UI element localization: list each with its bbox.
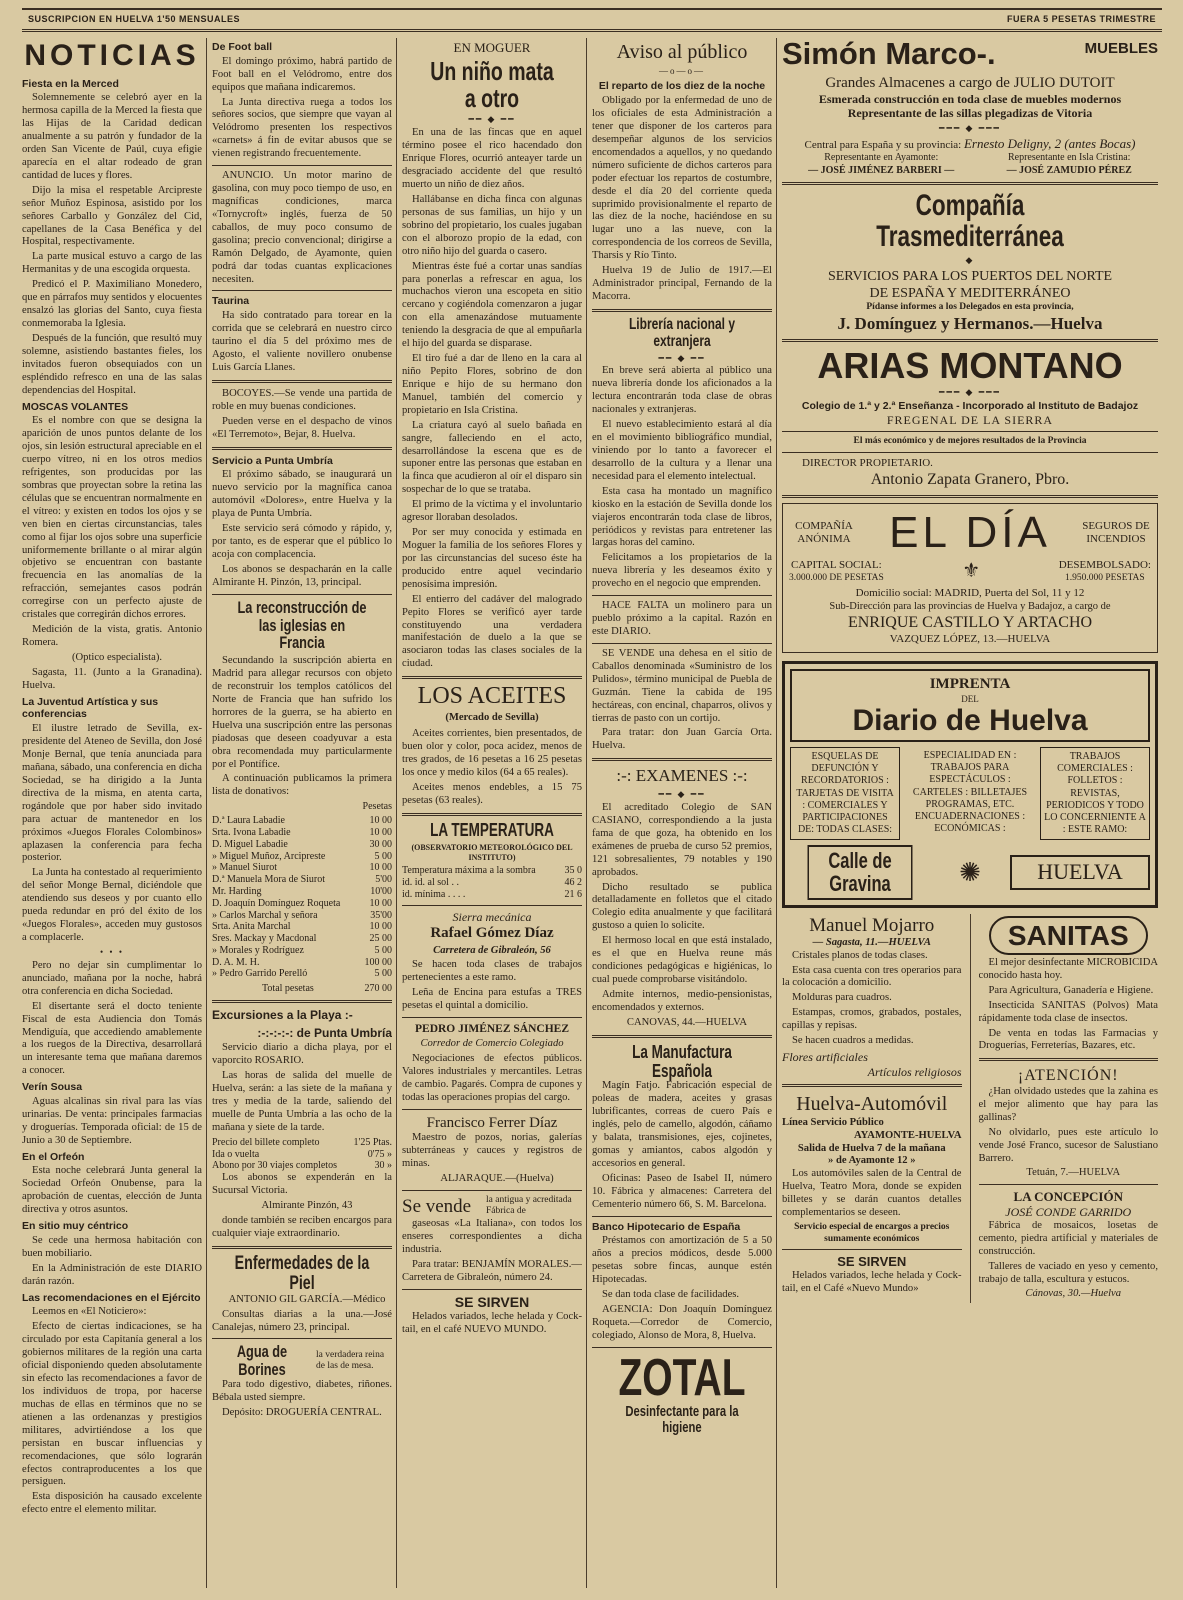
paragraph: Domicilio social: MADRID, Puerta del Sol, 11 y 12 (855, 587, 1085, 600)
headline: Simón Marco-. (782, 38, 996, 71)
divider (782, 1249, 962, 1250)
paragraph: Insecticida SANITAS (Polvos) Mata rápidamente toda clase de insectos. (978, 999, 1158, 1024)
address: CANOVAS, 44.—HUELVA (626, 1016, 748, 1028)
divider (592, 758, 772, 761)
subheadline: El reparto de los diez de la noche (598, 80, 766, 93)
paragraph: Aceites corrientes, bien presentados, de buen olor y color, poca acidez, menos de tres grados, de 16 pesetas a 16 25 pesetas los once y medio kilos (64 a 65 reales). (402, 728, 582, 779)
donation-row (212, 874, 392, 886)
headline: Servicio a Punta Umbría (212, 454, 333, 467)
paragraph: HUELVA (1010, 855, 1150, 890)
temperature-row: Temperatura máxima a la sombra 35 0 (402, 865, 582, 877)
ornament-divider: —o—o— (659, 66, 705, 77)
paragraph: Almirante Pinzón, 43 (261, 1200, 353, 1212)
subscription-outside: FUERA 5 PESETAS TRIMESTRE (1006, 14, 1156, 25)
paragraph: AYAMONTE-HUELVA (853, 1129, 962, 1141)
paragraph: En una de las fincas que en aquel término posee el rico hacendado don Enrique Flores, ocurrió anteayer tarde un desgraciado accidente del que resultó muerto un niño de diez años. (402, 127, 582, 191)
divider (402, 813, 582, 816)
headline: Taurina (212, 295, 250, 308)
column-3 (402, 38, 582, 1590)
paragraph: Los abonos se despacharán en la calle Almirante H. Pinzón, 13, principal. (212, 563, 392, 588)
paragraph: Esta disposición ha causado excelente efecto entre el elemento militar. (22, 1491, 202, 1516)
paragraph: El próximo sábado, se inaugurará un nuevo servicio por la magnífica canoa automóvil «Dolores», entre Huelva y la playa de Punta Umbría. (212, 469, 392, 520)
kicker: EN MOGUER (453, 40, 531, 55)
column-rule (970, 914, 971, 1304)
headline: En el Orfeón (22, 1150, 85, 1163)
divider (212, 594, 392, 595)
shield-icon: ⚜ (962, 560, 981, 583)
paragraph: Se hacen cuadros a medidas. (792, 1035, 914, 1047)
divider (402, 905, 582, 906)
donor-amount: 10'00 (370, 885, 392, 897)
paragraph: Esmerada construcción en toda clase de muebles modernos (818, 91, 1122, 106)
paragraph: AGENCIA: Don Joaquín Domínguez Roqueta.—Corredor de Comercio, colegiado, Alonso de Mora, 8, Huelva. (592, 1304, 772, 1341)
paragraph: La Junta directiva ruega a todos los señores socios, que siempre que vayan al Velódromo presenten los respectivos «carnets» á fin de evitar abusos que se vienen registrando frecuentemente. (212, 96, 392, 160)
paragraph: Leemos en «El Noticiero»: (32, 1306, 147, 1318)
paragraph: La parte musical estuvo a cargo de las Hermanitas y de una escogida orquesta. (22, 251, 202, 276)
paragraph: Dicho resultado se publica detalladamente en folletos que el citado Colegio edita anualmente y que facilitará gustoso a quien lo solicite. (592, 881, 772, 932)
divider (782, 182, 1158, 185)
paragraph: El acreditado Colegio de SAN CASIANO, correspondiendo a la justa fama de que goza, ha obtenido en los exámenes de prueba de curso 52 premios, 121 sobresalientes, 79 notables y 190 aprobados. (592, 801, 772, 878)
headline: LA TEMPERATURA (430, 819, 554, 840)
paragraph: En la Administración de este DIARIO darán razón. (22, 1262, 202, 1287)
ornament-divider: ━━━ ◆ ━━━ (939, 387, 1001, 398)
paragraph: Negociaciones de efectos públicos. Valores industriales y mercantiles. Letras de cambio. Pagarés. Compra de cupones y todas las operaciones propias del cargo. (402, 1053, 582, 1103)
paragraph: Sub-Dirección para las provincias de Huelva y Badajoz, a cargo de (829, 600, 1111, 612)
paragraph: Las horas de salida del muelle de Huelva, serán: a las siete de la mañana y tres y media de la tarde, saliendo del muelle de Punta Umbría a las ocho de la mañana y siete de la tarde. (212, 1070, 392, 1133)
el-dia-ad: COMPAÑÍA ANÓNIMA EL DÍA SEGUROS DE INCENDIOS CAPITAL SOCIAL: 3.000.000 DE PESETAS ⚜ DESEMBOLSADO: 1.950.000 PESETAS Domicilio social: MADRID, Puerta del Sol, 11 y 12 Sub-Dirección para las provincias de Huelva y Badajoz, a cargo de ENRIQUE CASTILLO Y ARTACHO VAZQUEZ LÓPEZ, 13.—HUELVA (782, 503, 1158, 653)
paragraph: DEL (961, 693, 979, 704)
temperature-row: id. id. al sol . . 46 2 (402, 877, 582, 889)
paragraph: Salida de Huelva 7 de la mañana (797, 1142, 946, 1154)
ornament-divider: ━━━ ◆ ━━━ (939, 123, 1001, 134)
donor-amount: 25 00 (369, 933, 392, 945)
paragraph: Esta casa cuenta con tres operarios para la colocación a domicilio. (782, 964, 962, 989)
divider (212, 165, 392, 166)
paragraph: Para tratar: BENJAMÍN MORALES.—Carretera de Gibraleón, número 24. (402, 1258, 582, 1283)
paragraph: Es el nombre con que se designa la aparición de unos puntos delante de los ojos, sin lesión estructural apreciable en el cuerpo vítreo, ni en los otros medios refrigentes, son producidas por las sombras que proyectan sobre la retina las células que se encuentran normalmente en el vítreo: y existen en todos los ojos y se ven bien en ciertas circunstancias, tales como al fijar los ojos sobre una superficie uniformemente brillante o al mirar algún objetivo se encuentran con bastante frecuencia en las anomalías de la refracción, semejantes casos podrán corregirse con un perfecto ajuste de cristales que corregirán dichos errores. (22, 415, 202, 621)
paragraph: El domingo próximo, habrá partido de Foot ball en el Velódromo, entre dos equipos que mañana indicaremos. (212, 55, 392, 93)
paragraph: Depósito: DROGUERÍA CENTRAL. (222, 1406, 382, 1418)
donor-amount: 5 00 (374, 944, 392, 956)
paragraph: SE VENDE una dehesa en el sitio de Caballos denominada «Suministro de los Pulidos», término municipal de Puebla de Guzmán. Tiene la cabida de 195 hectáreas, con encinal, chaparros, olivos y tierras de pasto con un cortijo. (592, 647, 772, 724)
divider (592, 595, 772, 596)
headline: Se vende (402, 1195, 472, 1217)
divider (782, 431, 1158, 432)
ornament-divider: ━━ ◆ ━━ (658, 789, 706, 800)
paragraph: Colegio de 1.ª y 2.ª Enseñanza - Incorporado al Instituto de Badajoz (801, 400, 1139, 413)
paragraph: ANTONIO GIL GARCÍA.—Médico (228, 1293, 386, 1305)
paragraph: El entierro del cadáver del malogrado Pepito Flores se verificó ayer tarde constituyendo una verdadera manifestación de duelo a la que se asociaron todas las clases sociales de la ciudad. (402, 593, 582, 670)
paragraph: Solemnemente se celebró ayer en la hermosa capilla de la Merced la fiesta que las Hijas de la Caridad dedican anualmente a su patrón y fundador de la orden San Vicente de Paúl, cuya efigie aparecía en el altar rodeado de gran cantidad de luces y flores. (22, 92, 202, 181)
paragraph: donde también se reciben encargos para cualquier viaje extraordinario. (212, 1214, 392, 1239)
paragraph: En breve será abierta al público una nueva librería donde los aficionados a la lectura encontrarán toda clase de obras nacionales y extranjeras. (592, 365, 772, 416)
paragraph: Talleres de vaciado en yeso y cemento, trabajo de talla, escultura y estucos. (978, 1260, 1158, 1285)
donor-name: D. Joaquín Domínguez Roqueta (212, 897, 341, 909)
paragraph: DIRECTOR PROPIETARIO. (802, 457, 933, 470)
imprenta-ad (782, 661, 1158, 907)
ornament-divider: ◆ (965, 254, 975, 265)
headline: SE SIRVEN (837, 1254, 907, 1270)
paragraph: Artículos religiosos (867, 1064, 962, 1079)
headline: MOSCAS VOLANTES (22, 400, 129, 413)
headline: Fiesta en la Merced (22, 77, 119, 90)
headline: :-:-:-:-: de Punta Umbría (257, 1025, 392, 1040)
donation-row (212, 827, 392, 839)
paragraph: DE ESPAÑA Y MEDITERRÁNEO (869, 285, 1071, 301)
donor-amount: 5'00 (375, 874, 392, 886)
paragraph: El nuevo establecimiento estará al día en el movimiento bibliográfico mundial, viniendo por lo tanto a favorecer el desarrollo de la cultura y a llenar una necesidad para el elemento intelectual. (592, 419, 772, 482)
paragraph: Helados variados, leche helada y Cock-tail, en el café NUEVO MUNDO. (402, 1310, 582, 1335)
paragraph: Central para España y su provincia: Ernesto Deligny, 2 (antes Bocas) (804, 136, 1136, 152)
masthead-strip (22, 8, 1162, 32)
donor-name: Mr. Harding (212, 885, 262, 897)
simon-marco-ad (782, 38, 1158, 71)
paragraph: A continuación publicamos la primera lista de donativos: (212, 773, 392, 798)
paragraph: Pero no dejar sin cumplimentar lo anunciado, mañana por la noche, habrá otra conferencia en dicha Sociedad. (22, 959, 202, 997)
paragraph: » de Ayamonte 12 » (828, 1155, 916, 1167)
paragraph: De venta en todas las Farmacias y Droguerías, Ferreterías, Bazares, etc. (978, 1027, 1158, 1052)
paragraph: Después de la función, que resultó muy solemne, asistiendo bastantes fieles, los invitados fueron obsequiados con un espléndido refresco en una de las salas dependencias del Hospital. (22, 332, 202, 396)
paragraph: Admite internos, medio-pensionistas, encomendados y externos. (592, 988, 772, 1013)
paragraph: Secundando la suscripción abierta en Madrid para allegar recursos con objeto de reconstruir los templos católicos del Norte de Francia que han sufrido los horrores de la guerra, se ha abierto en Huelva una suscripción entre las personas piadosas que deseen coadyuvar a esta obra recomendada muy particularmente por el Pontífice. (212, 655, 392, 770)
paragraph: Tetuán, 7.—HUELVA (1026, 1167, 1121, 1179)
paragraph: Para Agricultura, Ganadería e Higiene. (988, 984, 1154, 996)
headline: Aviso al público (616, 41, 748, 63)
paragraph: Este servicio será cómodo y rápido, y, por tanto, es de esperar que el público lo acoja con complacencia. (212, 523, 392, 560)
paragraph: ANUNCIO. Un motor marino de gasolina, con muy poco tiempo de uso, en magníficas condiciones, marca «Tornycroft» inglés, fuerza de 50 caballos, de muy poco consumo de gasolina; precio convencional; dirigirse a Ramón Delgado, de Ayamonte, quien podrá dar todas cuantas explicaciones necesiten. (212, 170, 392, 285)
headline: ¡ATENCIÓN! (1017, 1067, 1119, 1085)
paragraph: Efecto de ciertas indicaciones, se ha circulado por esta Capitanía general a los gobiernos militares de la región una carta oficial disponiendo queden absolutamente sin efecto las recomendaciones a favor de los individuos de tropa, por hacerse muchas de ellas en términos que no se atienen a las ordenanzas y prestigios militares, advirtiéndose a los que persistan en buscar influencias y recomendaciones, que sólo lograrán efectos contraproducentes a los que persiguen. (22, 1321, 202, 1488)
headline: Las recomendaciones en el Ejército (22, 1291, 201, 1304)
paragraph: Para todo digestivo, diabetes, riñones. Bébala usted siempre. (212, 1379, 392, 1404)
sun-ornament-icon: ✺ (959, 857, 981, 887)
divider (212, 380, 392, 383)
paragraph: La Junta ha contestado al requerimiento del señor Monge Bernal, diciéndole que atendiendo sus deseos y por cuanto ello pueda redundar en pró del éxito de los «Juegos Florales», acceden muy gustosos a complacerle. (22, 867, 202, 943)
paragraph: Estampas, cromos, grabados, postales, capillas y repisas. (782, 1007, 962, 1032)
paragraph: Flores artificiales (782, 1050, 868, 1065)
donation-row (212, 968, 392, 980)
donor-amount: 5 00 (374, 850, 392, 862)
divider (592, 1347, 772, 1348)
bottom-ads (782, 914, 1158, 1304)
donor-name: » Manuel Siurot (212, 862, 277, 874)
donor-amount: 10 00 (369, 862, 392, 874)
paragraph: Felicitamos a los propietarios de la nueva librería y les deseamos éxito y provecho en el negocio que emprenden. (592, 552, 772, 590)
paragraph: ALJARAQUE.—(Huelva) (440, 1172, 554, 1184)
paragraph: Préstamos con amortización de 5 a 50 años a precios módicos, desde 5.000 pesetas sobre fincas, aunque estén Hipotecadas. (592, 1235, 772, 1286)
divider (212, 447, 392, 450)
divider (212, 1246, 392, 1249)
paragraph: Pueden verse en el despacho de vinos «El Terremoto», Bejar, 8. Huelva. (212, 415, 392, 440)
donation-row (212, 933, 392, 945)
paragraph: Aceites menos endebles, a 15 75 pesetas (63 reales). (402, 782, 582, 806)
headline: :-: EXAMENES :-: (616, 766, 748, 786)
column-rule (586, 38, 587, 1588)
headline: EL DÍA (889, 507, 1051, 557)
donor-amount: 10 00 (369, 826, 392, 838)
paragraph: Mientras éste fué a cortar unas sandías para ponerlas a refrescar en agua, los muchachos vieron una escopeta en sitio cercano y cogiéndola comenzaron a jugar con ella amenazándose mutuamente teniendo la desgracia de que al empuñarla el hijo del guarda se disparase. (402, 260, 582, 350)
donor-amount: 30 00 (369, 838, 392, 850)
paragraph: Antonio Zapata Granero, Pbro. (870, 471, 1070, 489)
column-rule (396, 38, 397, 1588)
representatives: Representante en Ayamonte: — JOSÉ JIMÉNEZ BARBERI — Representante en Isla Cristina: — JOSÉ ZAMUDIO PÉREZ (808, 152, 1132, 176)
paragraph: Huelva 19 de Julio de 1917.—El Administrador principal, Fernando de la Macorra. (592, 265, 772, 302)
headline: Manuel Mojarro (809, 914, 935, 936)
headline: Verín Sousa (22, 1081, 83, 1094)
temperature-row: id. mínima . . . . 21 6 (402, 888, 582, 900)
headline: Librería nacional y extranjera (628, 315, 736, 350)
column-4 (592, 38, 772, 1590)
subheadline: (OBSERVATORIO METEOROLÓGICO DEL INSTITUTO) (411, 842, 573, 862)
paragraph: J. Domínguez y Hermanos.—Huelva (837, 313, 1103, 333)
subheadline: (Mercado de Sevilla) (445, 712, 539, 724)
divider (592, 309, 772, 312)
paragraph: Cristales planos de todas clases. (792, 949, 928, 961)
donor-name: D. Miguel Labadie (212, 838, 288, 850)
donation-row (212, 851, 392, 863)
donation-row (212, 815, 392, 827)
paragraph: Servicio diario a dicha playa, por el vaporcito ROSARIO. (212, 1042, 392, 1067)
paragraph: HACE FALTA un molinero para un pueblo próximo a la capital. Razón en este DIARIO. (592, 600, 772, 637)
paragraph: Los automóviles salen de la Central de Huelva, Teatro Mora, donde se expiden billetes y se darán cuantos detalles complementarios se deseen. (782, 1168, 962, 1219)
paragraph: FREGENAL DE LA SIERRA (886, 412, 1054, 427)
divider (402, 1190, 582, 1191)
column-2 (212, 38, 392, 1590)
paragraph: Molduras para cuadros. (792, 992, 892, 1004)
paragraph: Pídanse informes a los Delegados en esta provincia, (866, 301, 1074, 312)
donation-row (212, 957, 392, 969)
headline: ZOTAL (618, 1348, 746, 1407)
paragraph: Para tratar: don Juan García Orta. Huelva. (592, 727, 772, 752)
headline: IMPRENTA (929, 676, 1011, 693)
divider (782, 1084, 962, 1087)
paragraph: Dijo la misa el respetable Arcipreste señor Muñoz Espinosa, asistido por los señores Carballo y González del Cid, capellanes de la Casa Benéfica y del Hospital, respectivamente. (22, 184, 202, 248)
divider (782, 495, 1158, 498)
divider (212, 290, 392, 291)
se-vende-ad (402, 1195, 582, 1218)
donation-row (212, 921, 392, 933)
donor-name: » Pedro Garrido Perelló (212, 968, 308, 980)
donor-amount: 35'00 (370, 909, 392, 921)
paragraph: Oficinas: Paseo de Isabel II, número 10. Fábrica y almacenes: Carretera del Cementerio número 66, S. M. Barcelona. (592, 1172, 772, 1210)
paragraph: JOSÉ CONDE GARRIDO (1005, 1205, 1132, 1220)
donation-row (212, 862, 392, 874)
donor-name: Sres. Mackay y Macdonal (212, 933, 317, 945)
paragraph: Helados variados, leche helada y Cock-tail, en el Café «Nuevo Mundo» (782, 1270, 962, 1295)
paragraph: Se hacen toda clases de trabajos pertenecientes a este ramo. (402, 959, 582, 984)
headline: Un niño mata a otro (430, 55, 554, 114)
paragraph: BOCOYES.—Se vende una partida de roble en muy buenas condiciones. (212, 387, 392, 412)
donation-row (212, 910, 392, 922)
borines-ad (212, 1343, 392, 1379)
headline: Huelva-Automóvil (796, 1093, 948, 1116)
kicker: Sierra mecánica (452, 909, 532, 924)
price-row: Abono por 30 viajes completos 30 » (212, 1160, 392, 1172)
paragraph: Se dan toda clase de facilidades. (602, 1289, 740, 1301)
headline: Rafael Gómez Díaz (430, 925, 554, 942)
price-row: Precio del billete completo 1'25 Ptas. (212, 1136, 392, 1148)
paragraph: Consultas diarias a la una.—José Canalejas, número 23, principal. (212, 1308, 392, 1333)
headline: SANITAS (989, 916, 1149, 955)
paragraph: TRABAJOS COMERCIALES : FOLLETOS : REVISTAS, PERIODICOS Y TODO LO CONCERNIENTE A : ESTE RAMO: (1040, 747, 1150, 840)
subheadline: Corredor de Comercio Colegiado (420, 1038, 564, 1050)
paragraph: El tiro fué a dar de lleno en la cara al niño Pepito Flores, sobrino de don Enrique e hijo de su hermano don Manuel, también del comercio y propietario en Isla Cristina. (402, 353, 582, 416)
paragraph: gaseosas «La Italiana», con todos los enseres correspondientes a dicha industria. (402, 1217, 582, 1255)
paragraph: ESQUELAS DE DEFUNCIÓN Y RECORDATORIOS : TARJETAS DE VISITA : COMERCIALES Y PARTICIPACIONES DE: TODAS CLASES: (790, 747, 900, 840)
donor-amount: 10 00 (369, 897, 392, 909)
divider (592, 643, 772, 644)
paragraph: Obligado por la enfermedad de uno de los oficiales de esta Administración a tener que disponer de los carteros para desempeñar algunos de los servicios encomendados a aquellos, y no quedando número suficiente de dichos carteros para poder efectuar los repartos de costumbre, desde el día 20 del corriente queda suprimido provisionalmente el reparto de las diez de la noche, haciéndose en su lugar uno a las nueve, con la correspondencia de los correos de Sevilla, Tharsis y Río Tinto. (592, 95, 772, 262)
paragraph: Fábrica de mosaicos, losetas de cemento, piedra artificial y materiales de construcción. (978, 1219, 1158, 1257)
address: Carretera de Gibraleón, 56 (433, 944, 551, 956)
column-rule (776, 38, 777, 1588)
paragraph: La criatura cayó al suelo bañada en sangre, falleciendo en el acto, desarrollándose la escena que es de suponer entre las personas que estaban en la finca que acudieron al oír el disparo sin sospechar de lo que se trataba. (402, 419, 582, 496)
donor-amount: 10 00 (369, 921, 392, 933)
subscription-local: SUSCRIPCION EN HUELVA 1'50 MENSUALES (28, 14, 241, 25)
divider (592, 1216, 772, 1217)
donor-name: » Carlos Marchal y señora (212, 909, 318, 921)
divider (979, 1184, 1159, 1185)
paragraph: El disertante será el docto teniente Fiscal de esta Audiencia don Tomás Mendiguía, que accediendo amablemente a los ruegos de la Directiva, desarrollará un interesante tema que mañana daremos a conocer. (22, 1000, 202, 1077)
donor-amount: 5 00 (374, 968, 392, 980)
headline: Excursiones a la Playa :- (212, 1008, 353, 1023)
donor-name: » Morales y Rodríguez (212, 944, 304, 956)
divider (212, 1338, 392, 1339)
paragraph: la verdadera reina de las de mesa. (316, 1349, 385, 1372)
headline: LOS ACEITES (417, 683, 567, 710)
subheadline: MUEBLES (1084, 40, 1158, 58)
paragraph: Leña de Encina para estufas a TRES pesetas el quintal a domicilio. (402, 987, 582, 1012)
column-1 (22, 38, 202, 1590)
headline: las iglesias en Francia (258, 615, 346, 653)
paragraph: Por ser muy conocida y estimada en Moguer la familia de los señores Flores y por las circunstancias del suceso éste ha producido entre aquel vecindario penosísima impresión. (402, 527, 582, 590)
paragraph: ¿Han olvidado ustedes que la zahina es el mejor alimento que hay para las gallinas? (978, 1085, 1158, 1123)
donor-name: D. A. M. H. (212, 956, 260, 968)
divider (402, 1289, 582, 1290)
divider (782, 339, 1158, 342)
headline: En sitio muy céntrico (22, 1220, 129, 1233)
donor-name: D.ª Laura Labadie (212, 815, 285, 827)
ornament-divider: ━━ ◆ ━━ (468, 114, 516, 125)
address: — Sagasta, 11.—HUELVA (812, 936, 931, 948)
headline: Agua de Borines (236, 1342, 288, 1380)
headline: Diario de Huelva (852, 703, 1088, 737)
paragraph: Esta noche celebrará Junta general la Sociedad Orfeón Onubense, para la aprobación de cuentas, elección de Junta directiva y otros asuntos. (22, 1165, 202, 1216)
divider (402, 676, 582, 679)
divider (592, 1035, 772, 1038)
paragraph: Maestro de pozos, norias, galerías subterráneas y cauces y registros de minas. (402, 1132, 582, 1169)
paragraph: Representante de las sillas plegadizas de Vitoria (847, 106, 1093, 121)
headline: La Juventud Artística y sus conferencias (22, 695, 159, 721)
subheadline: Desinfectante para la higiene (625, 1402, 739, 1436)
column-rule (206, 38, 207, 1588)
paragraph: Línea Servicio Público (782, 1116, 884, 1128)
headline: LA CONCEPCIÓN (1013, 1189, 1123, 1205)
paragraph: Servicio especial de encargos a precios sumamente económicos (794, 1222, 950, 1244)
paragraph: Aguas alcalinas sin rival para las vías urinarias. De venta: principales farmacias y droguerías. Temporada oficial: de 15 de Junio a 30 de Septiembre. (22, 1095, 202, 1146)
ornament-divider: • • • (100, 946, 124, 957)
address: Cánovas, 30.—Huelva (1025, 1288, 1122, 1300)
donor-name: Srta. Ivona Labadie (212, 826, 291, 838)
paragraph: Sagasta, 11. (Junto a la Granadina). Huelva. (22, 666, 202, 691)
headline: Compañía Trasmediterránea (876, 188, 1064, 254)
ornament-divider: ━━ ◆ ━━ (658, 352, 706, 363)
headline: Enfermedades de la Piel (234, 1252, 370, 1294)
paragraph: Grandes Almacenes a cargo de JULIO DUTOIT (825, 74, 1115, 91)
section-title-noticias: NOTICIAS (24, 39, 200, 72)
paragraph: SERVICIOS PARA LOS PUERTOS DEL NORTE (827, 268, 1113, 284)
headline: Francisco Ferrer Díaz (426, 1114, 558, 1131)
paragraph: Se cede una hermosa habitación con buen mobiliario. (22, 1234, 202, 1259)
divider (402, 1109, 582, 1110)
price-row: Ida o vuelta 0'75 » (212, 1148, 392, 1160)
donation-row (212, 839, 392, 851)
paragraph: Hallábanse en dicha finca con algunas personas de sus familias, un hijo y un sobrino del propietario, los cuales jugaban con el alborozo propio de la edad, con otro niño hijo del guarda o casero. (402, 194, 582, 257)
paragraph: El primo de la víctima y el involuntario agresor lloraban desolados. (402, 499, 582, 524)
headline: La Manufactura Española (632, 1041, 732, 1081)
paragraph: El más económico y de mejores resultados de la Provincia (853, 436, 1087, 447)
column-5-ads (782, 38, 1158, 1590)
donation-row (212, 898, 392, 910)
paragraph: Ha sido contratado para torear en la corrida que se celebrará en nuestro circo taurino el día 5 del próximo mes de Agosto, el valiente novillero onubense Luis García Llanes. (212, 310, 392, 373)
donation-list (212, 815, 392, 980)
paragraph: (Optico especialista). (71, 651, 162, 663)
paragraph: SEGUROS DE INCENDIOS (1082, 519, 1150, 546)
paragraph: No olvidarlo, pues este artículo lo vende José Franco, sucesor de Salustiano Barrero. (978, 1126, 1158, 1164)
donor-name: » Miguel Muñoz, Arcipreste (212, 850, 326, 862)
paragraph: El ilustre letrado de Sevilla, ex-presidente del Ateneo de Sevilla, don José Monje Bernal, que tenía anunciada para mañana, sábado, una conferencia en dicha Sociedad, se ha dirigido a la Junta directiva de la misma, en atenta carta, rogándole que por haber sido invitado para actuar de mantenedor en los próximos «Juegos Florales Colombinos» aplazasen la conferencia para fecha posterior. (22, 723, 202, 864)
headline: SE SIRVEN (454, 1293, 530, 1310)
paragraph: ENRIQUE CASTILLO Y ARTACHO (847, 614, 1093, 632)
paragraph: VAZQUEZ LÓPEZ, 13.—HUELVA (889, 632, 1051, 645)
divider (979, 1058, 1159, 1061)
paragraph: Esta casa ha montado un magnífico kiosko en la estación de Sevilla donde los viajeros encontrarán toda clase de libros, periódicos y revistas para entretener las largas horas del camino. (592, 485, 772, 549)
donation-total: Total pesetas 270 00 (262, 983, 392, 995)
donor-amount: 100 00 (364, 956, 392, 968)
paragraph: la antigua y acreditada Fábrica de (486, 1194, 572, 1217)
donor-name: D.ª Manuela Mora de Siurot (212, 874, 326, 886)
paragraph: Medición de la vista, gratis. Antonio Romera. (22, 624, 202, 648)
paragraph: El hermoso local en que está instalado, es el que en Huelva reune más condiciones pedagógicas e higiénicas, lo cual puede comprobarse visitándolo. (592, 935, 772, 985)
headline: Banco Hipotecario de España (592, 1220, 741, 1233)
paragraph: COMPAÑÍA ANÓNIMA (795, 519, 853, 546)
paragraph: Magín Fatjo. Fabricación especial de poleas de madera, aceites y grasas lubrificantes, correas de cuero País e inglés, pelo de camello, algodón, cáñamo y balata, transmisiones, ejes, cojinetes, gomas y amiantos, cabos algodón y accesorios en general. (592, 1080, 772, 1169)
donation-row (212, 886, 392, 898)
paragraph: Predicó el P. Maximiliano Monedero, que en párrafos muy sentidos y elocuentes ensalzó las glorias del Santo, cuya fiesta conmemoraba la Iglesia. (22, 279, 202, 329)
donation-row (212, 945, 392, 957)
paragraph: Los abonos se expenderán en la Sucursal Victoria. (212, 1172, 392, 1197)
divider (402, 1017, 582, 1018)
donation-header: Pesetas (362, 801, 392, 813)
headline: PEDRO JIMÉNEZ SÁNCHEZ (415, 1023, 569, 1036)
paragraph: El mejor desinfectante MICROBICIDA conocido hasta hoy. (978, 956, 1158, 981)
donor-name: Srta. Anita Marchal (212, 921, 291, 933)
paragraph: ESPECIALIDAD EN : TRABAJOS PARA ESPECTÁCULOS : CARTELES : BILLETAJES PROGRAMAS, ETC. ENCUADERNACIONES : ECONÓMICAS : (912, 750, 1028, 835)
donor-amount: 10 00 (369, 815, 392, 827)
paragraph: Calle de Gravina (808, 845, 913, 899)
divider (782, 452, 1158, 453)
headline: De Foot ball (212, 41, 273, 53)
headline: ARIAS MONTANO (817, 345, 1123, 387)
headline: La reconstrucción de (237, 597, 367, 617)
divider (212, 1000, 392, 1003)
